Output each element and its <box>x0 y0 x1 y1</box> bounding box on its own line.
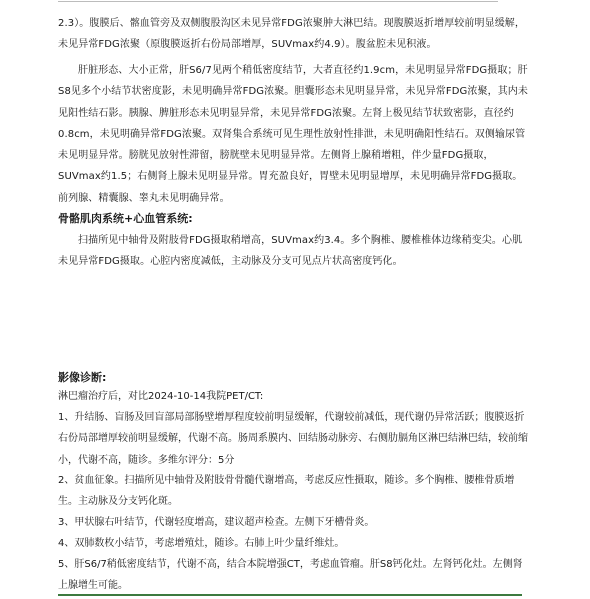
peritoneum-paragraph: 2.3）。腹膜后、髂血管旁及双侧腹股沟区未见异常FDG浓聚肿大淋巴结。现腹膜返折增厚较前明显缓解，未见异常FDG浓聚（原腹膜返折右份局部增厚，SUVmax约4.9）。腹盆腔未见积液。 <box>58 18 526 51</box>
abdomen-paragraph: 肝脏形态、大小正常，肝S6/7见两个稍低密度结节，大者直径约1.9cm，未见明显异常FDG摄取；肝S8见多个小结节状密度影，未见明确异常FDG浓聚。胆囊形态未见明显异常，未见异常FDG浓聚，其内未见阳性结石影。胰腺、脾脏形态未见明显异常，未见异常FDG浓聚。左肾上极见结节状致密影，直径约0.8cm，未见明确异常FDG浓聚。双肾集合系统可见生理性放射性排泄，未见明确阳性结石。双侧输尿管未见明显异常。膀胱见放射性滞留，膀胱壁未见明显异常。左侧肾上腺稍增粗，伴少量FDG摄取，SUVmax约1.5；右侧肾上腺未见明显异常。胃充盈良好，胃壁未见明显增厚，未见明确异常FDG摄取。前列腺、精囊腺、睾丸未见明确异常。 <box>58 65 529 204</box>
diagnosis-heading: 影像诊断: <box>58 371 107 384</box>
top-divider <box>58 1 498 2</box>
diagnosis-item-3: 3、甲状腺右叶结节，代谢轻度增高，建议超声检查。左侧下牙槽骨炎。 <box>58 517 375 528</box>
diagnosis-item-1: 1、升结肠、盲肠及回盲部局部肠壁增厚程度较前明显缓解，代谢较前减低，现代谢仍异常活跃；腹膜返折右份局部增厚较前明显缓解，代谢不高。肠周系膜内、回结肠动脉旁、右侧肋膈角区淋巴结淋巴结，较前缩小，代谢不高，随诊。多维尔评分：5分 <box>58 412 528 466</box>
diagnosis-item-4: 4、双肺数枚小结节，考虑增殖灶，随诊。右肺上叶少量纤维灶。 <box>58 538 345 549</box>
musculo-heading: 骨骼肌肉系统+心血管系统: <box>58 212 193 225</box>
diagnosis-item-2: 2、贫血征象。扫描所见中轴骨及附肢骨骨髓代谢增高，考虑反应性摄取，随诊。多个胸椎、腰椎骨质增生。主动脉及分支钙化斑。 <box>58 475 515 508</box>
diagnosis-item-5: 5、肝S6/7稍低密度结节，代谢不高，结合本院增强CT，考虑血管瘤。肝S8钙化灶。左肾钙化灶。左侧肾上腺增生可能。 <box>58 559 523 592</box>
diagnosis-intro: 淋巴瘤治疗后，对比2024-10-14我院PET/CT: <box>58 391 264 402</box>
bottom-divider <box>58 594 522 596</box>
musculo-body: 扫描所见中轴骨及附肢骨FDG摄取稍增高，SUVmax约3.4。多个胸椎、腰椎椎体边缘稍变尖。心肌未见异常FDG摄取。心腔内密度减低，主动脉及分支可见点片状高密度钙化。 <box>58 235 523 268</box>
